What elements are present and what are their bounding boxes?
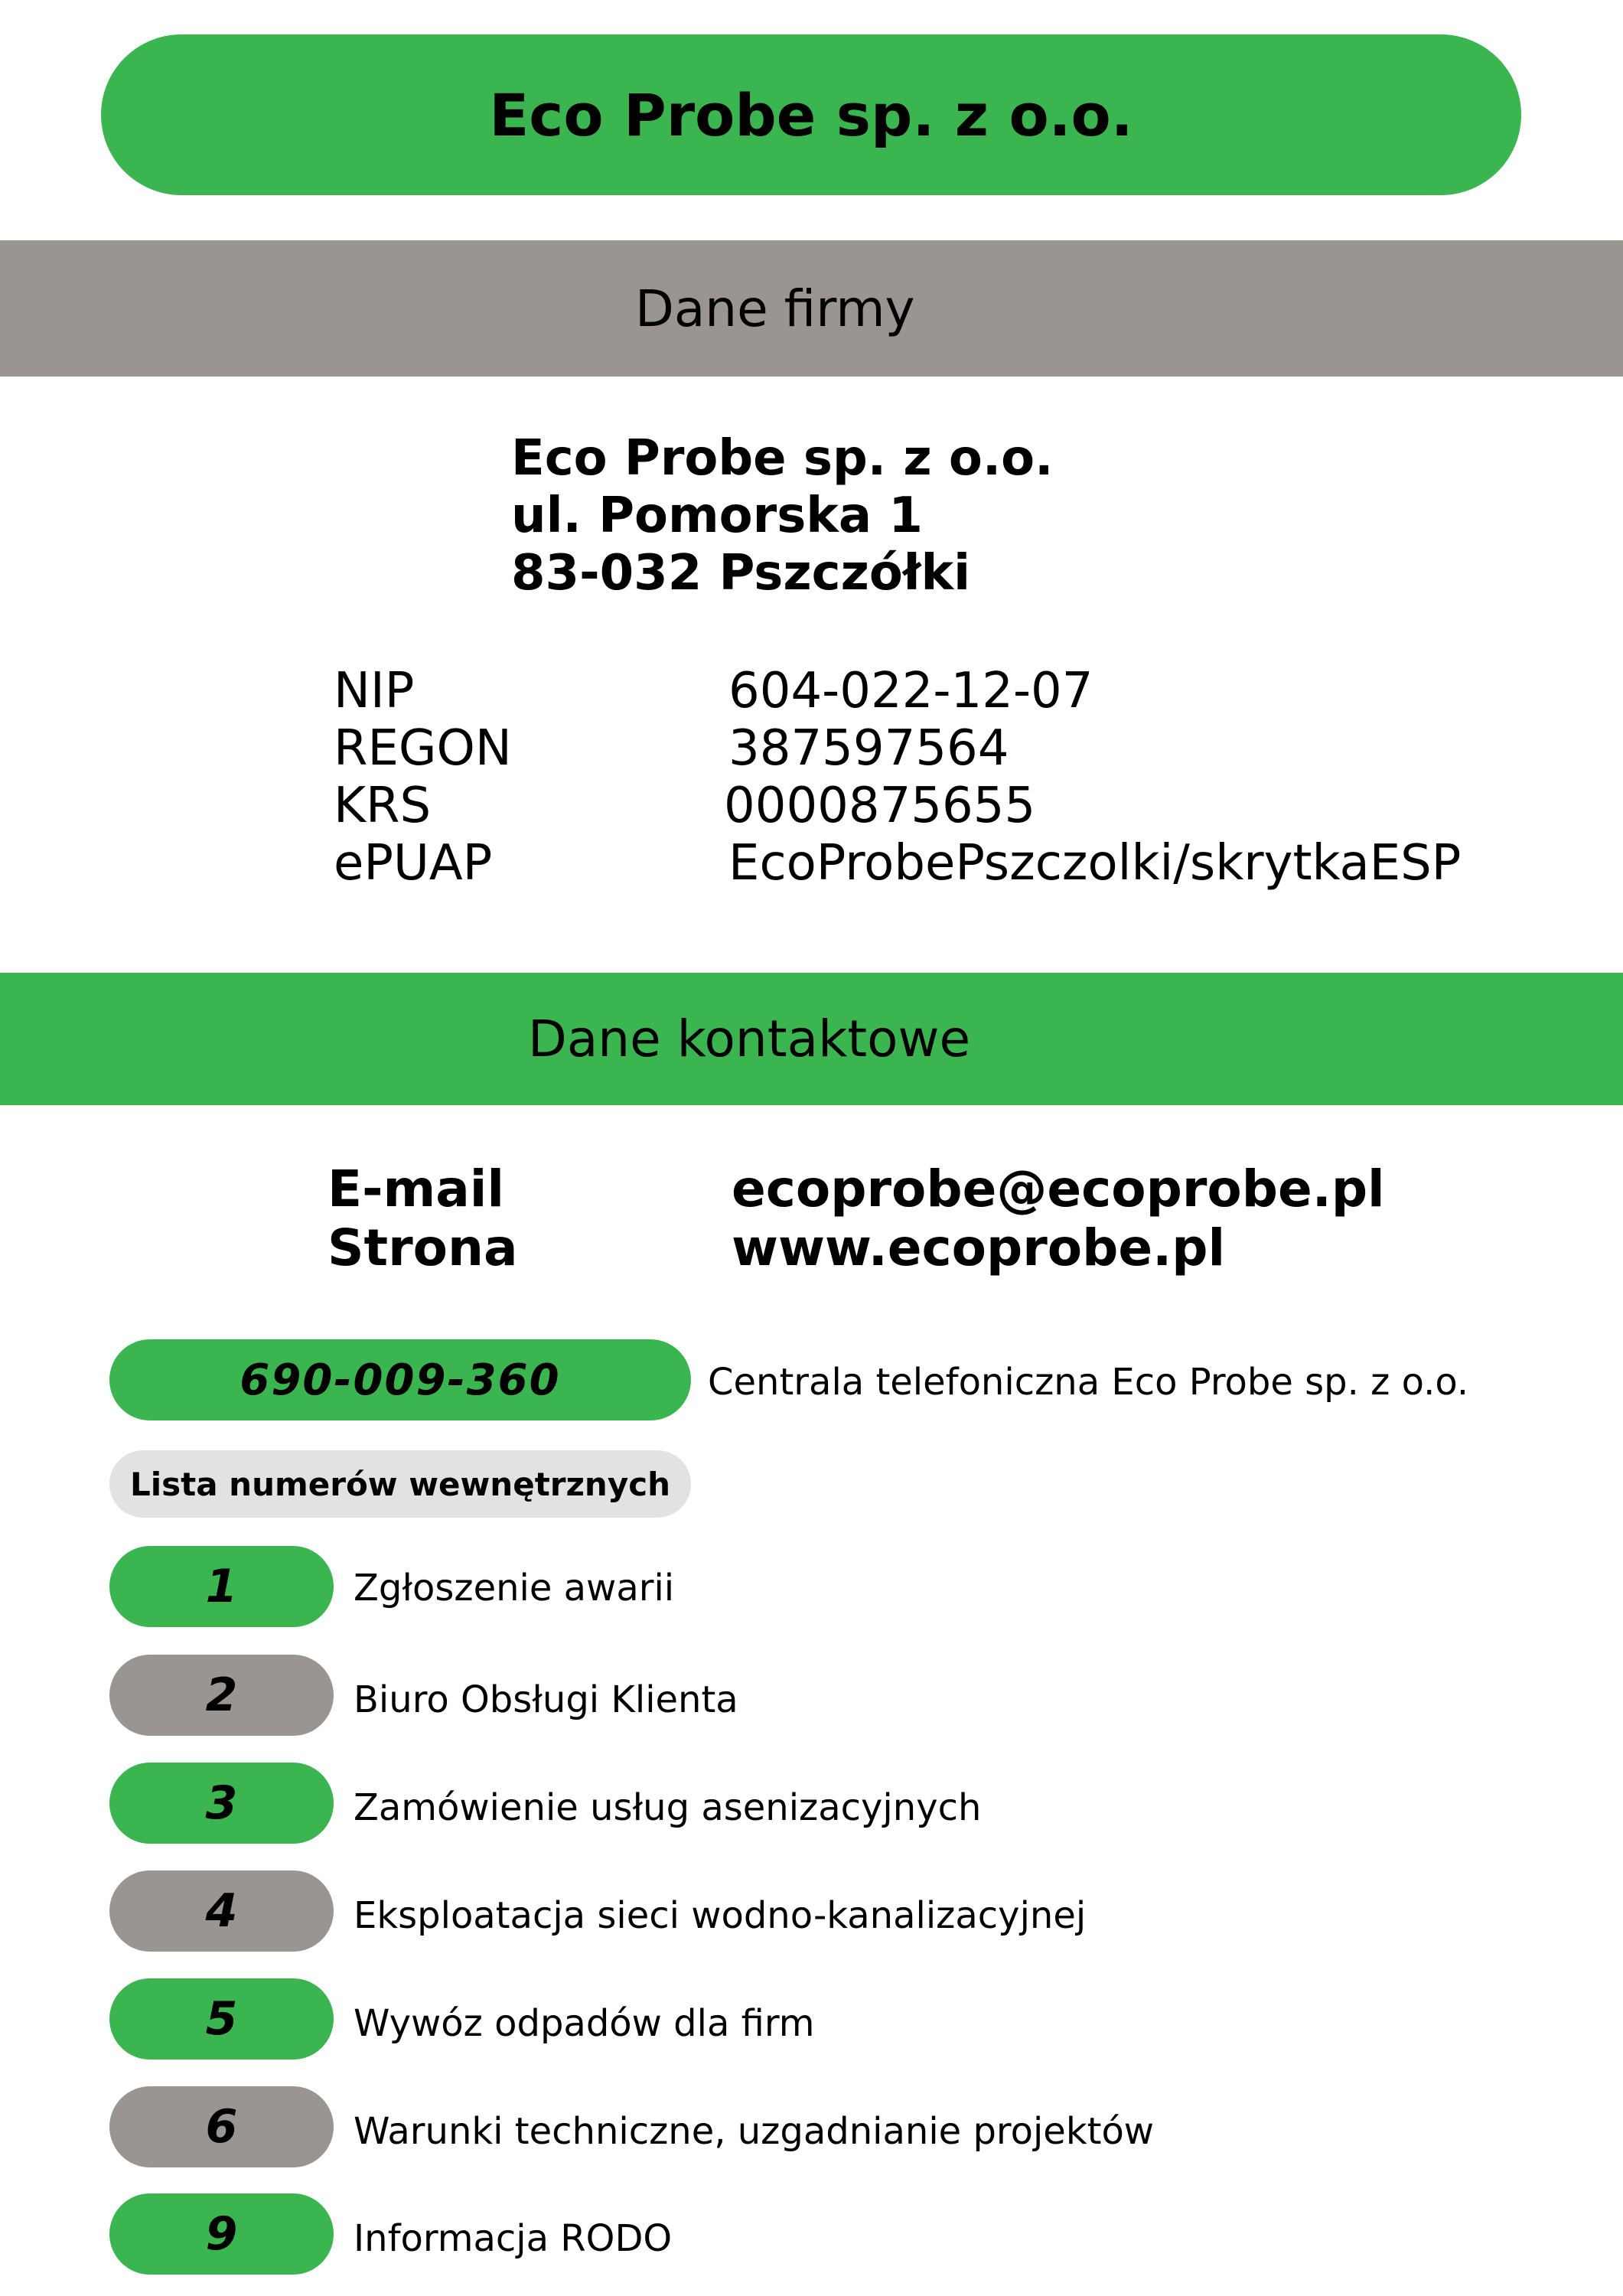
company-data-section-header xyxy=(0,240,1623,377)
extension-label: Zamówienie usług asenizacyjnych xyxy=(354,1786,982,1829)
extension-number-pill xyxy=(109,1870,334,1952)
address-line-street: ul. Pomorska 1 xyxy=(511,488,923,544)
extension-label: Biuro Obsługi Klienta xyxy=(354,1678,738,1721)
phone-number: 690-009-360 xyxy=(240,1355,561,1405)
extension-label: Warunki techniczne, uzgadnianie projektów xyxy=(354,2110,1155,2153)
address-line-city: 83-032 Pszczółki xyxy=(511,545,971,602)
extension-number: 9 xyxy=(205,2207,238,2261)
extensions-list-header xyxy=(109,1450,691,1518)
epuap-label: ePUAP xyxy=(334,835,493,892)
company-address xyxy=(511,430,1053,602)
company-data-heading: Dane firmy xyxy=(635,279,915,338)
extension-label: Wywóz odpadów dla firm xyxy=(354,2002,815,2045)
nip-value: 604-022-12-07 xyxy=(728,663,1093,719)
extension-number-pill xyxy=(109,2193,334,2275)
contact-section-header xyxy=(0,973,1623,1105)
company-title: Eco Probe sp. z o.o. xyxy=(489,80,1133,149)
phone-description: Centrala telefoniczna Eco Probe sp. z o.o. xyxy=(708,1361,1469,1404)
extension-number-pill xyxy=(109,1655,334,1736)
email-label: E-mail xyxy=(328,1159,505,1218)
extension-number: 4 xyxy=(205,1884,238,1938)
extension-number: 6 xyxy=(205,2100,238,2154)
extension-number-pill xyxy=(109,1763,334,1844)
nip-label: NIP xyxy=(334,663,415,719)
extension-number: 5 xyxy=(205,1992,238,2046)
regon-label: REGON xyxy=(334,720,512,777)
extension-label: Eksploatacja sieci wodno-kanalizacyjnej xyxy=(354,1894,1087,1937)
extension-number: 1 xyxy=(205,1560,238,1613)
phone-number-pill[interactable] xyxy=(109,1339,691,1420)
extension-number-pill xyxy=(109,1546,334,1627)
email-link[interactable]: ecoprobe@ecoprobe.pl xyxy=(732,1159,1385,1218)
extension-number: 2 xyxy=(205,1668,238,1722)
extension-number-pill xyxy=(109,1978,334,2060)
company-title-banner xyxy=(101,34,1521,195)
website-link[interactable]: www.ecoprobe.pl xyxy=(732,1218,1226,1277)
krs-value: 0000875655 xyxy=(724,778,1036,834)
krs-label: KRS xyxy=(334,778,432,834)
epuap-value: EcoProbePszczolki/skrytkaESP xyxy=(728,835,1462,892)
extension-number: 3 xyxy=(205,1776,238,1830)
address-line-name: Eco Probe sp. z o.o. xyxy=(511,430,1054,487)
website-label: Strona xyxy=(328,1218,518,1277)
extension-label: Zgłoszenie awarii xyxy=(354,1567,675,1609)
regon-value: 387597564 xyxy=(728,720,1009,777)
extension-number-pill xyxy=(109,2086,334,2167)
extensions-heading: Lista numerów wewnętrznych xyxy=(129,1465,671,1503)
extension-label: Informacja RODO xyxy=(354,2217,673,2260)
contact-heading: Dane kontaktowe xyxy=(528,1009,971,1068)
